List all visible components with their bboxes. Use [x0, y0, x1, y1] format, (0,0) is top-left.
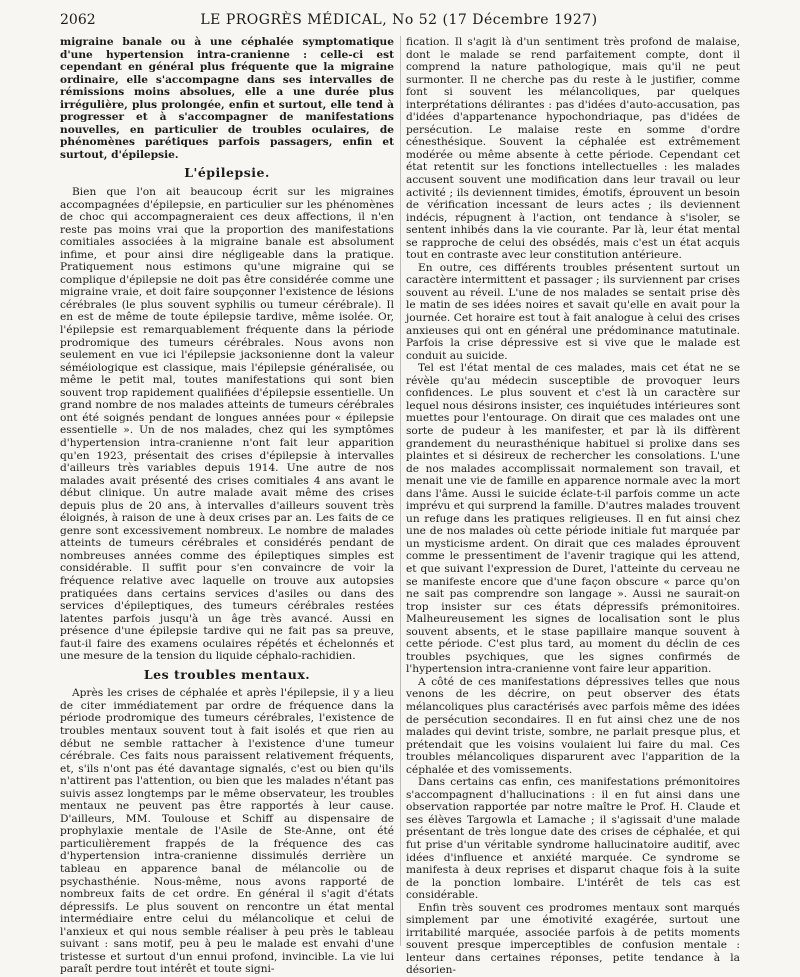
page-number: 2062: [60, 12, 96, 28]
intro-paragraph: migraine banale ou à une céphalée symptomatique d'une hypertension intra-cranienne : celle-ci est cependant en général plus fréquente que la migraine ordinaire, elle s'accompagne dans ses intervalles de rémissions moins absolues, elle a une durée plus irrégulière, plus prolongée, enfin et surtout, elle tend à progresser et à s'accompagner de manifestations nouvelles, en particulier de troubles oculaires, de phénomènes parétiques parfois passagers, enfin et surtout, d'épilepsie.: [60, 36, 394, 161]
paragraph: En outre, ces différents troubles présentent surtout un caractère intermittent et passager ; ils surviennent par crises souvent au réveil. L'une de nos malades se sentait prise dès le matin de ses idées noires et savait qu'elle en avait pour la journée. Cet horaire est tout à fait analogue à celui des crises anxieuses qui ont en général une prédominance matutinale. Parfois la crise dépressive est si vive que le malade est conduit au suicide.: [406, 261, 740, 362]
continued-paragraph: fication. Il s'agit là d'un sentiment très profond de malaise, dont le malade se rend parfaitement compte, dont il comprend la nature pathologique, mais qu'il ne peut surmonter. Il ne cherche pas du reste à le justifier, comme font si souvent les mélancoliques, par quelques interprétations délirantes : pas d'idées d'auto-accusation, pas d'idées d'appartenance hypochondriaque, pas d'idées de persécution. Le malaise reste en somme d'ordre cénesthésique. Souvent la céphalée est extrêmement modérée ou même absente à cette période. Cependant cet état retentit sur les fonctions intellectuelles : les malades accusent souvent une modification dans leur travail ou leur activité ; ils deviennent timides, émotifs, éprouvent un besoin de vérification incessant de leurs actes ; ils deviennent indécis, répugnent à l'action, ont tendance à s'isoler, se sentent inhibés dans la vie courante. Par là, leur état mental se rapproche de celui des obsédés, mais c'est un état acquis tout en contraste avec leur constitution antérieure.: [406, 36, 740, 262]
article-body: [60, 36, 740, 977]
paragraph: A côté de ces manifestations dépressives telles que nous venons de les décrire, on peut observer des états mélancoliques plus caractérisés avec parfois même des idées de persécution secondaires. Il en fut ainsi chez une de nos malades qui devint triste, sombre, ne parlait presque plus, et prétendait que les voisins voulaient lui faire du mal. Ces troubles mélancoliques disparurent avec l'apparition de la céphalée et des vomissements.: [406, 675, 740, 776]
left-column: [60, 36, 394, 976]
epilepsie-paragraph: Bien que l'on ait beaucoup écrit sur les migraines accompagnées d'épilepsie, en particulier sur les phénomènes de choc qui accompagneraient ces deux affections, il n'en reste pas moins vrai que la proportion des manifestations comitiales associées à la migraine banale est absolument infime, et pour ainsi dire négligeable dans la pratique. Pratiquement nous estimons qu'une migraine qui se complique d'épilepsie ne doit pas être considérée comme une migraine vraie, et doit faire soupçonner l'existence de lésions cérébrales (le plus souvent syphilis ou tumeur cérébrale). Il en est de même de toute épilepsie tardive, même isolée. Or, l'épilepsie est remarquablement fréquente dans la période prodromique des tumeurs cérébrales. Nous avons non seulement en vue ici l'épilepsie jacksonienne dont la valeur séméiologique est classique, mais l'épilepsie généralisée, ou même le petit mal, toutes manifestations qui sont bien souvent trop rapidement qualifiées d'épilepsie essentielle. Un grand nombre de nos malades atteints de tumeurs cérébrales ont été soignés pendant de longues années pour « épilepsie essentielle ». Un de nos malades, chez qui les symptômes d'hypertension intra-cranienne n'ont fait leur apparition qu'en 1923, présentait des crises d'épilepsie à intervalles d'ailleurs très variables depuis 1914. Une autre de nos malades avait présenté des crises comitiales 4 ans avant le début clinique. Un autre malade avait même des crises depuis plus de 20 ans, à intervalles d'ailleurs souvent très éloignés, à raison de une à deux crises par an. Les faits de ce genre sont excessivement nombreux. Le nombre de malades atteints de tumeurs cérébrales et considérés pendant de nombreuses années comme des épileptiques simples est considérable. Il suffit pour s'en convaincre de voir la fréquence relative avec laquelle on trouve aux autopsies pratiquées dans certains services d'asiles ou dans des services d'épileptiques, des tumeurs cérébrales restées latentes parfois jusqu'à un âge très avancé. Aussi en présence d'une épilepsie tardive qui ne fait pas sa preuve, faut-il faire des examens oculaires répétés et échelonnés et une mesure de la tension du liquide céphalo-rachidien.: [60, 186, 394, 663]
running-header: [60, 8, 738, 30]
troubles-mentaux-paragraph: Après les crises de céphalée et après l'épilepsie, il y a lieu de citer immédiatement par ordre de fréquence dans la période prodromique des tumeurs cérébrales, l'existence de troubles mentaux souvent tout à fait isolés et que rien au début ne semble rattacher à l'existence d'une tumeur cérébrale. Ces faits nous paraissent relativement fréquents, et, s'ils n'ont pas été davantage signalés, c'est ou bien qu'ils n'attirent pas l'attention, ou bien que les malades n'étant pas suivis assez longtemps par le même observateur, les troubles mentaux ne peuvent pas être rapportés à leur cause. D'ailleurs, MM. Toulouse et Schiff au dispensaire de prophylaxie mentale de l'Asile de Ste-Anne, ont été particulièrement frappés de la fréquence des cas d'hypertension intra-cranienne dissimulés derrière un tableau en apparence banal de mélancolie ou de psychasthénie. Nous-même, nous avons rapporté de nombreux faits de cet ordre. En général il s'agit d'états dépressifs. Le plus souvent on rencontre un état mental intermédiaire entre celui du mélancolique et celui de l'anxieux et qui nous semble réaliser à peu près le tableau suivant : sans motif, peu à peu le malade est envahi d'une tristesse et surtout d'un ennui profond, invincible. La vie lui paraît perdre tout intérêt et toute signi-: [60, 687, 394, 976]
running-title: LE PROGRÈS MÉDICAL, No 52 (17 Décembre 1927): [200, 12, 598, 28]
paragraph: Enfin très souvent ces prodromes mentaux sont marqués simplement par une émotivité exagérée, surtout une irritabilité marquée, associée parfois à de petits moments souvent presque imperceptibles de confusion mentale : lenteur dans certaines réponses, petite tendance à la désorien-: [406, 901, 740, 977]
section-title-troubles-mentaux: Les troubles mentaux.: [143, 666, 311, 682]
right-column: [406, 36, 740, 977]
paragraph: Dans certains cas enfin, ces manifestations prémonitoires s'accompagnent d'hallucinations : il en fut ainsi dans une observation rapportée par notre maître le Prof. H. Claude et ses élèves Targowla et Lamache ; il s'agissait d'une malade présentant de très longue date des crises de céphalée, et qui fut prise d'un véritable syndrome hallucinatoire auditif, avec idées d'influence et anxiété marquée. Ce syndrome se manifesta à deux reprises et disparut chaque fois à la suite de la ponction lombaire. L'intérêt de tels cas est considérable.: [406, 776, 740, 902]
section-title-epilepsie: L'épilepsie.: [184, 165, 270, 181]
column-divider: [400, 36, 401, 946]
paragraph: Tel est l'état mental de ces malades, mais cet état ne se révèle qu'au médecin susceptible de provoquer leurs confidences. Le plus souvent et c'est là un caractère sur lequel nous désirons insister, ces inquiétudes intérieures sont muettes pour l'entourage. On dirait que ces malades ont une sorte de pudeur à les manifester, et par là ils diffèrent grandement du neurasthénique habituel si prolixe dans ses plaintes et si désireux de rechercher les consolations. L'une de nos malades accomplissait normalement son travail, et menait une vie de famille en apparence normale avec la mort dans l'âme. Aussi le suicide éclate-t-il parfois comme un acte imprévu et qui surprend la famille. D'autres malades trouvent un refuge dans les pratiques religieuses. Il en fut ainsi chez une de nos malades où cette période initiale fut marquée par un mysticisme ardent. On dirait que ces malades éprouvent comme le pressentiment de l'avenir tragique qui les attend, et que suivant l'expression de Duret, l'atteinte du cerveau ne se manifeste encore que d'une façon obscure « parce qu'on ne sait pas comprendre son langage ». Aussi ne saurait-on trop insister sur ces états dépressifs prémonitoires. Malheureusement les signes de localisation sont le plus souvent absents, et le stase papillaire manque souvent à cette période. C'est plus tard, au moment du déclin de ces troubles psychiques, que les signes confirmés de l'hypertension intra-cranienne vont faire leur apparition.: [406, 362, 740, 676]
